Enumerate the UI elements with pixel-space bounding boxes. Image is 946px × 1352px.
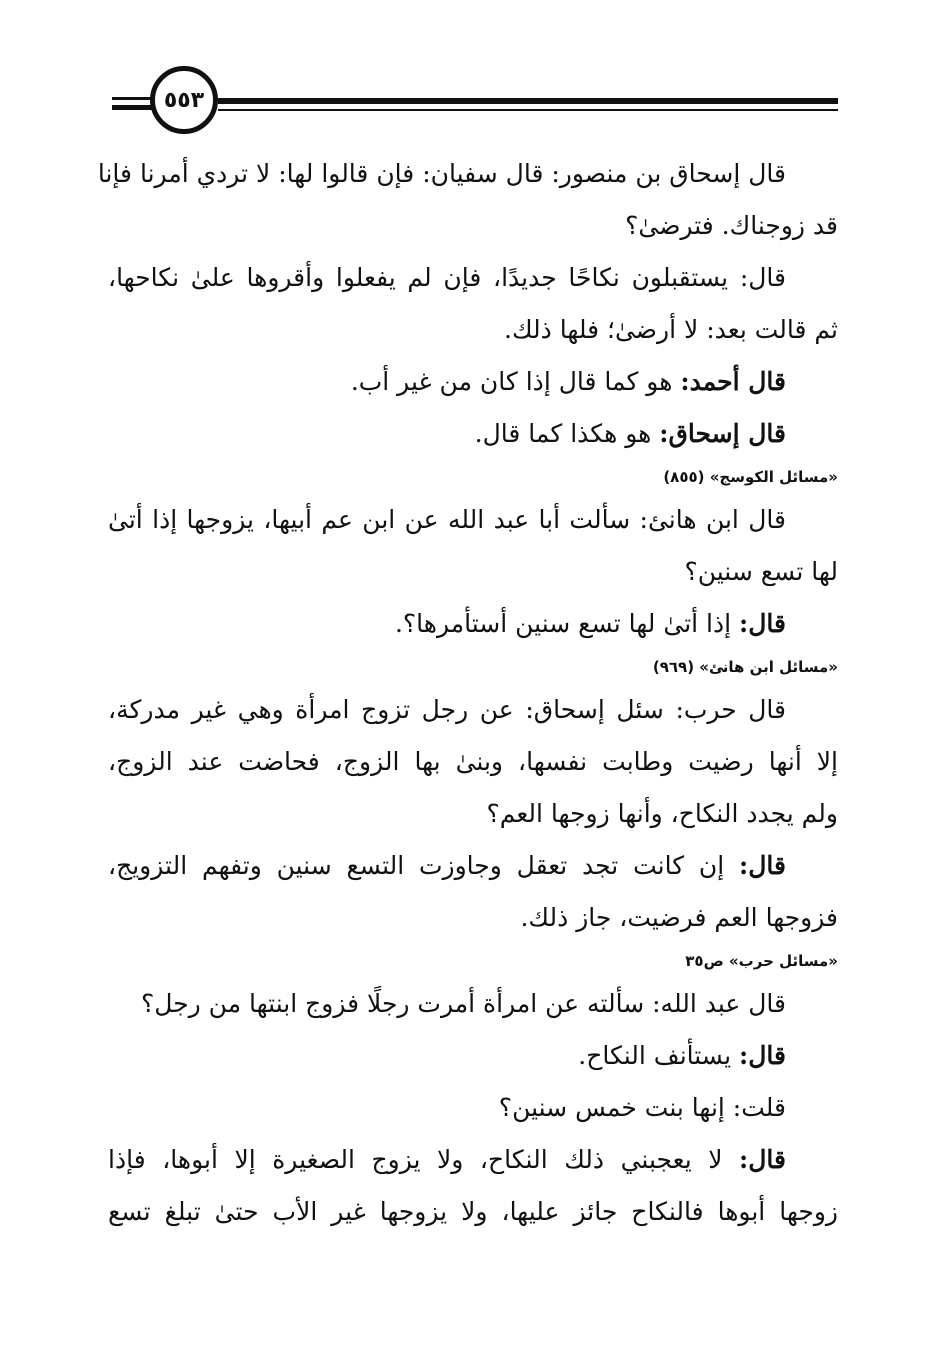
- text-line: [108, 546, 838, 598]
- paragraph: [108, 684, 838, 840]
- text-line: [108, 598, 838, 650]
- paragraph: [108, 840, 838, 944]
- text-line: [108, 494, 838, 546]
- line-text: قد زوجناك. فترضىٰ؟: [625, 211, 838, 240]
- line-text: قال ابن هانئ: سألت أبا عبد الله عن ابن عم أبيها، يزوجها إذا أتىٰ: [108, 505, 786, 534]
- source-citation: [108, 944, 838, 978]
- text-line: [97, 148, 838, 200]
- text-line: [108, 252, 838, 304]
- text-line: [108, 356, 838, 408]
- paragraph: [108, 356, 838, 408]
- text-line: [108, 736, 838, 788]
- line-text: فزوجها العم فرضيت، جاز ذلك.: [520, 903, 838, 932]
- line-text: قال حرب: سئل إسحاق: عن رجل تزوج امرأة وهي غير مدركة،: [108, 695, 786, 724]
- text-line: [108, 200, 838, 252]
- line-text: هو هكذا كما قال.: [474, 419, 660, 448]
- page-number: ٥٥٣: [163, 87, 205, 113]
- text-line: [108, 1186, 838, 1238]
- header-rule-left-thick: [112, 105, 152, 110]
- speaker-label: قال:: [739, 1041, 786, 1070]
- text-line: [108, 1030, 838, 1082]
- text-line: [108, 684, 838, 736]
- speaker-label: قال:: [739, 851, 786, 880]
- paragraph: [108, 1030, 838, 1082]
- line-text: لا يعجبني ذلك النكاح، ولا يزوج الصغيرة إلا أبوها، فإذا: [108, 1145, 740, 1174]
- header-rule-thin: [218, 109, 838, 111]
- text-line: [108, 892, 838, 944]
- line-text: هو كما قال إذا كان من غير أب.: [350, 367, 681, 396]
- paragraph: [108, 978, 838, 1030]
- line-text: ثم قالت بعد: لا أرضىٰ؛ فلها ذلك.: [504, 315, 838, 344]
- line-text: قال عبد الله: سألته عن امرأة أمرت رجلًا فزوج ابنتها من رجل؟: [141, 989, 786, 1018]
- text-line: [108, 978, 838, 1030]
- paragraph: [108, 252, 838, 356]
- line-text: يستأنف النكاح.: [578, 1041, 740, 1070]
- page-body: [97, 148, 838, 1238]
- line-text: ولم يجدد النكاح، وأنها زوجها العم؟: [486, 799, 838, 828]
- text-line: [108, 408, 838, 460]
- line-text: إلا أنها رضيت وطابت نفسها، وبنىٰ بها الزوج، فحاضت عند الزوج،: [108, 747, 838, 776]
- line-text: قال: يستقبلون نكاحًا جديدًا، فإن لم يفعلوا وأقروها علىٰ نكاحها،: [108, 263, 786, 292]
- speaker-label: قال إسحاق:: [659, 419, 786, 448]
- paragraph: [108, 1082, 838, 1134]
- line-text: لها تسع سنين؟: [684, 557, 838, 586]
- speaker-label: قال أحمد:: [680, 367, 786, 396]
- page-header: [0, 0, 946, 150]
- source-citation: [108, 650, 838, 684]
- text-line: [108, 788, 838, 840]
- source-citation-text: «مسائل الكوسج» (٨٥٥): [663, 468, 838, 486]
- text-line: [108, 1082, 838, 1134]
- source-citation-text: «مسائل حرب» ص٣٥: [685, 952, 838, 970]
- paragraph: [108, 1134, 838, 1238]
- paragraph: [108, 408, 838, 460]
- text-line: [108, 304, 838, 356]
- speaker-label: قال:: [739, 609, 786, 638]
- paragraph: [97, 148, 838, 252]
- source-citation: [108, 460, 838, 494]
- line-text: قلت: إنها بنت خمس سنين؟: [498, 1093, 786, 1122]
- header-rule-left-thin: [112, 97, 152, 100]
- source-citation-text: «مسائل ابن هانئ» (٩٦٩): [652, 658, 838, 676]
- speaker-label: قال:: [739, 1145, 786, 1174]
- paragraph: [108, 494, 838, 598]
- page-number-badge: [150, 66, 218, 134]
- line-text: إن كانت تجد تعقل وجاوزت التسع سنين وتفهم التزويج،: [108, 851, 740, 880]
- text-line: [108, 1134, 838, 1186]
- line-text: زوجها أبوها فالنكاح جائز عليها، ولا يزوجها غير الأب حتىٰ تبلغ تسع: [108, 1197, 838, 1226]
- header-rule-thick: [218, 98, 838, 104]
- text-line: [108, 840, 838, 892]
- line-text: قال إسحاق بن منصور: قال سفيان: فإن قالوا لها: لا تردي أمرنا فإنا: [97, 159, 786, 188]
- paragraph: [108, 598, 838, 650]
- line-text: إذا أتىٰ لها تسع سنين أستأمرها؟.: [394, 609, 740, 638]
